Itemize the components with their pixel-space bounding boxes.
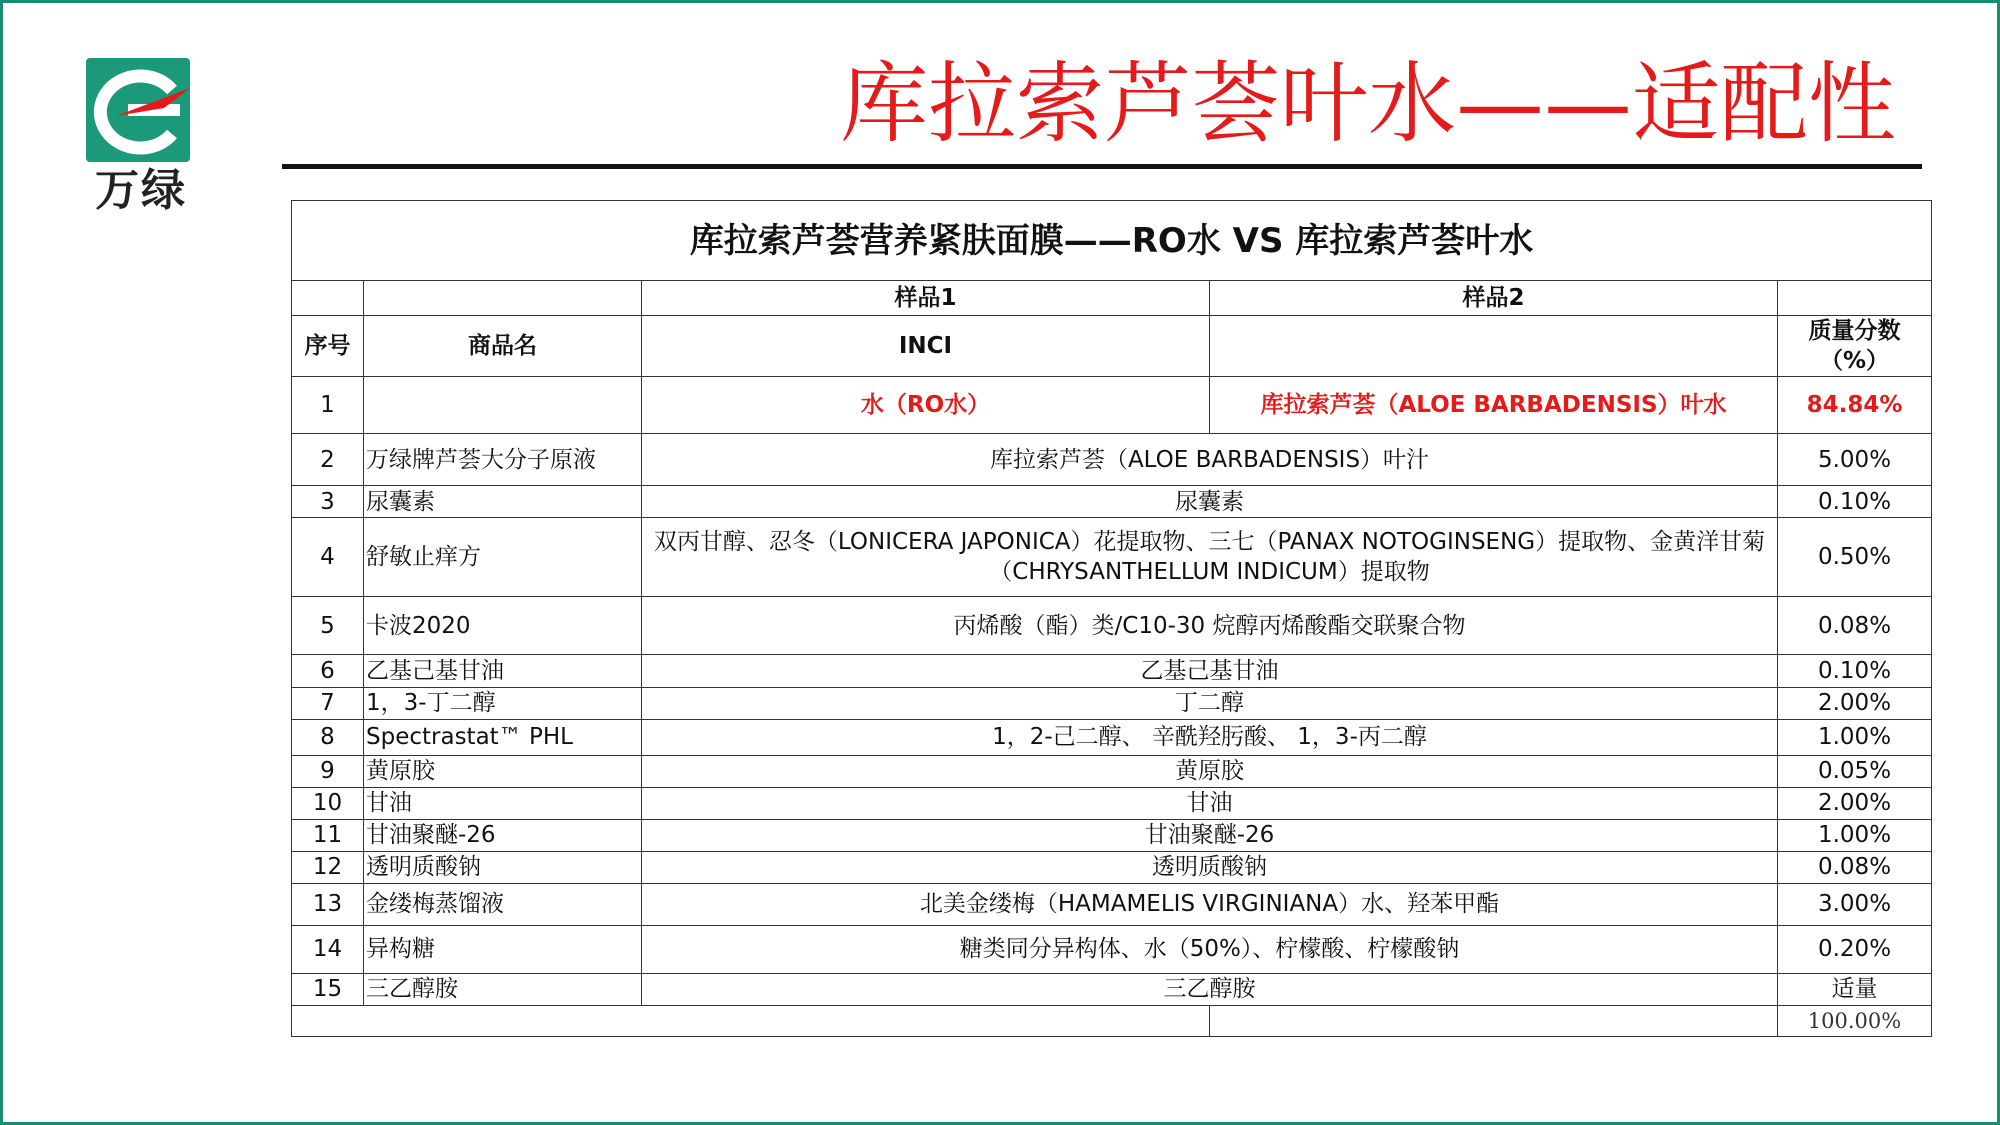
table-row xyxy=(292,434,1932,486)
row-no: 10 xyxy=(292,787,364,819)
page-title: 库拉索芦荟叶水——适配性 xyxy=(839,52,1896,155)
row-inci: 黄原胶 xyxy=(642,755,1778,787)
row-name: 甘油聚醚-26 xyxy=(364,819,642,851)
row-name: 甘油 xyxy=(364,787,642,819)
total-empty-cell xyxy=(1210,1005,1778,1036)
table-row xyxy=(292,518,1932,597)
row-pct: 0.08% xyxy=(1778,597,1932,655)
row-no: 12 xyxy=(292,851,364,883)
total-pct: 100.00% xyxy=(1778,1005,1932,1036)
row-inci: 丙烯酸（酯）类/C10-30 烷醇丙烯酸酯交联聚合物 xyxy=(642,597,1778,655)
table-row xyxy=(292,819,1932,851)
row-inci: 三乙醇胺 xyxy=(642,973,1778,1005)
row-pct: 0.10% xyxy=(1778,655,1932,687)
column-header-no: 序号 xyxy=(292,316,364,377)
table-row xyxy=(292,787,1932,819)
row-name: 金缕梅蒸馏液 xyxy=(364,883,642,925)
row-no: 9 xyxy=(292,755,364,787)
row-no: 2 xyxy=(292,434,364,486)
row-name: 黄原胶 xyxy=(364,755,642,787)
row-no: 3 xyxy=(292,486,364,518)
row-pct: 0.10% xyxy=(1778,486,1932,518)
table-row xyxy=(292,486,1932,518)
logo-text: 万绿 xyxy=(95,165,187,216)
row-no: 7 xyxy=(292,687,364,719)
row-pct: 0.05% xyxy=(1778,755,1932,787)
header-empty-cell xyxy=(364,281,642,316)
row-name: 万绿牌芦荟大分子原液 xyxy=(364,434,642,486)
row-pct: 5.00% xyxy=(1778,434,1932,486)
table-row xyxy=(292,597,1932,655)
row-name xyxy=(364,377,642,434)
table-row xyxy=(292,883,1932,925)
table-row xyxy=(292,755,1932,787)
row-inci: 北美金缕梅（HAMAMELIS VIRGINIANA）水、羟苯甲酯 xyxy=(642,883,1778,925)
table-row xyxy=(292,687,1932,719)
header-empty-cell xyxy=(292,281,364,316)
sample1-water: 水（RO水） xyxy=(642,377,1210,434)
table-row xyxy=(292,851,1932,883)
row-inci: 双丙甘醇、忍冬（LONICERA JAPONICA）花提取物、三七（PANAX NOTOGINSENG）提取物、金黄洋甘菊（CHRYSANTHELLUM INDICUM）提取物 xyxy=(642,518,1778,597)
row-no: 6 xyxy=(292,655,364,687)
row-inci: 甘油聚醚-26 xyxy=(642,819,1778,851)
row-inci: 丁二醇 xyxy=(642,687,1778,719)
row-name: 卡波2020 xyxy=(364,597,642,655)
row-no: 8 xyxy=(292,719,364,755)
row-pct: 适量 xyxy=(1778,973,1932,1005)
sample1-header: 样品1 xyxy=(642,281,1210,316)
header-empty-cell xyxy=(1210,316,1778,377)
row-name: 透明质酸钠 xyxy=(364,851,642,883)
row-pct: 2.00% xyxy=(1778,687,1932,719)
table-caption: 库拉索芦荟营养紧肤面膜——RO水 VS 库拉索芦荟叶水 xyxy=(292,201,1932,281)
row-inci: 尿囊素 xyxy=(642,486,1778,518)
brand-logo xyxy=(86,58,196,216)
row-no: 1 xyxy=(292,377,364,434)
row-inci: 糖类同分异构体、水（50%）、柠檬酸、柠檬酸钠 xyxy=(642,925,1778,973)
row-inci: 库拉索芦荟（ALOE BARBADENSIS）叶汁 xyxy=(642,434,1778,486)
table-row xyxy=(292,655,1932,687)
row-inci: 透明质酸钠 xyxy=(642,851,1778,883)
row-name: 异构糖 xyxy=(364,925,642,973)
row-no: 13 xyxy=(292,883,364,925)
row-name: 乙基己基甘油 xyxy=(364,655,642,687)
table-row xyxy=(292,719,1932,755)
header-empty-cell xyxy=(1778,281,1932,316)
sample2-header: 样品2 xyxy=(1210,281,1778,316)
table-row xyxy=(292,377,1932,434)
row-pct: 0.08% xyxy=(1778,851,1932,883)
row-pct: 1.00% xyxy=(1778,719,1932,755)
total-empty-cell xyxy=(292,1005,1210,1036)
row-name: 舒敏止痒方 xyxy=(364,518,642,597)
column-header-pct: 质量分数（%） xyxy=(1778,316,1932,377)
row-name: 1，3-丁二醇 xyxy=(364,687,642,719)
wanlv-logo-icon xyxy=(86,58,190,162)
row-no: 11 xyxy=(292,819,364,851)
row-name: 三乙醇胺 xyxy=(364,973,642,1005)
row-pct: 0.50% xyxy=(1778,518,1932,597)
column-header-name: 商品名 xyxy=(364,316,642,377)
row-no: 4 xyxy=(292,518,364,597)
row-no: 15 xyxy=(292,973,364,1005)
row-pct: 0.20% xyxy=(1778,925,1932,973)
row-no: 14 xyxy=(292,925,364,973)
row-inci: 1，2-己二醇、 辛酰羟肟酸、 1，3-丙二醇 xyxy=(642,719,1778,755)
row-inci: 乙基己基甘油 xyxy=(642,655,1778,687)
sample2-aloe-water: 库拉索芦荟（ALOE BARBADENSIS）叶水 xyxy=(1210,377,1778,434)
row-no: 5 xyxy=(292,597,364,655)
total-row xyxy=(292,1005,1932,1036)
row-inci: 甘油 xyxy=(642,787,1778,819)
row-pct: 2.00% xyxy=(1778,787,1932,819)
title-divider xyxy=(282,164,1922,169)
table-row xyxy=(292,925,1932,973)
formula-table xyxy=(291,200,1932,1037)
row-name: 尿囊素 xyxy=(364,486,642,518)
row-pct: 84.84% xyxy=(1778,377,1932,434)
column-header-inci: INCI xyxy=(642,316,1210,377)
table-row xyxy=(292,973,1932,1005)
row-pct: 3.00% xyxy=(1778,883,1932,925)
row-name: Spectrastat™ PHL xyxy=(364,719,642,755)
row-pct: 1.00% xyxy=(1778,819,1932,851)
